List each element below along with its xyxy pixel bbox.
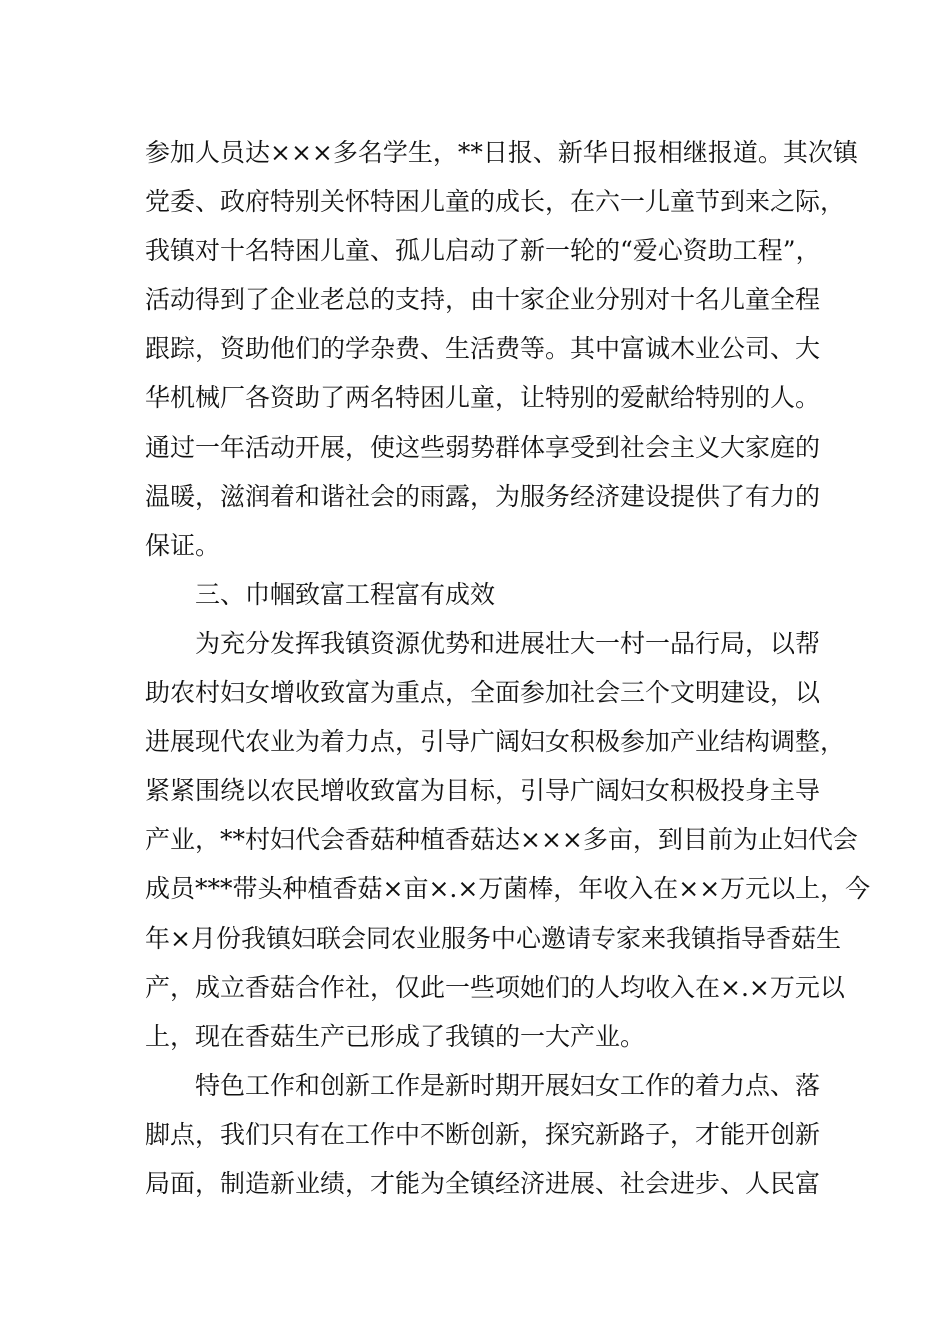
text-line: 产业，**村妇代会香菇种植香菇达×××多亩，到目前为止妇代会: [145, 825, 858, 855]
text-line: 我镇对十名特困儿童、孤儿启动了新一轮的“爱心资助工程”，: [145, 236, 821, 266]
text-line: 成员***带头种植香菇×亩×.×万菌棒，年收入在××万元以上，今: [145, 874, 871, 904]
text-line: 保证。: [145, 530, 221, 560]
text-line: 脚点，我们只有在工作中不断创新，探究新路子，才能开创新: [145, 1119, 821, 1149]
text-line: 助农村妇女增收致富为重点，全面参加社会三个文明建设，以: [145, 678, 821, 708]
text-line: 参加人员达×××多名学生，**日报、新华日报相继报道。其次镇: [145, 138, 858, 167]
body-text: [145, 128, 871, 1208]
section-heading: 三、巾帼致富工程富有成效: [195, 579, 496, 609]
text-line: 华机械厂各资助了两名特困儿童，让特别的爱献给特别的人。: [145, 383, 821, 413]
text-line: 产，成立香菇合作社，仅此一些项她们的人均收入在×.×万元以: [145, 972, 845, 1002]
text-line: 局面，制造新业绩，才能为全镇经济进展、社会进步、人民富: [145, 1168, 821, 1198]
text-line: 上，现在香菇生产已形成了我镇的一大产业。: [145, 1021, 646, 1051]
text-line: 跟踪，资助他们的学杂费、生活费等。其中富诚木业公司、大: [145, 334, 821, 364]
text-line: 党委、政府特别关怀特困儿童的成长，在六一儿童节到来之际，: [145, 187, 846, 217]
text-line: 活动得到了企业老总的支持，由十家企业分别对十名儿童全程: [145, 285, 821, 315]
text-line: 进展现代农业为着力点，引导广阔妇女积极参加产业结构调整，: [145, 727, 846, 757]
text-line: 通过一年活动开展，使这些弱势群体享受到社会主义大家庭的: [145, 432, 821, 462]
text-line: 紧紧围绕以农民增收致富为目标，引导广阔妇女积极投身主导: [145, 776, 821, 806]
text-line: 为充分发挥我镇资源优势和进展壮大一村一品行局，以帮: [195, 628, 821, 658]
text-line: 温暖，滋润着和谐社会的雨露，为服务经济建设提供了有力的: [145, 481, 821, 511]
text-line: 年×月份我镇妇联会同农业服务中心邀请专家来我镇指导香菇生: [145, 923, 841, 953]
text-line: 特色工作和创新工作是新时期开展妇女工作的着力点、落: [195, 1070, 821, 1100]
